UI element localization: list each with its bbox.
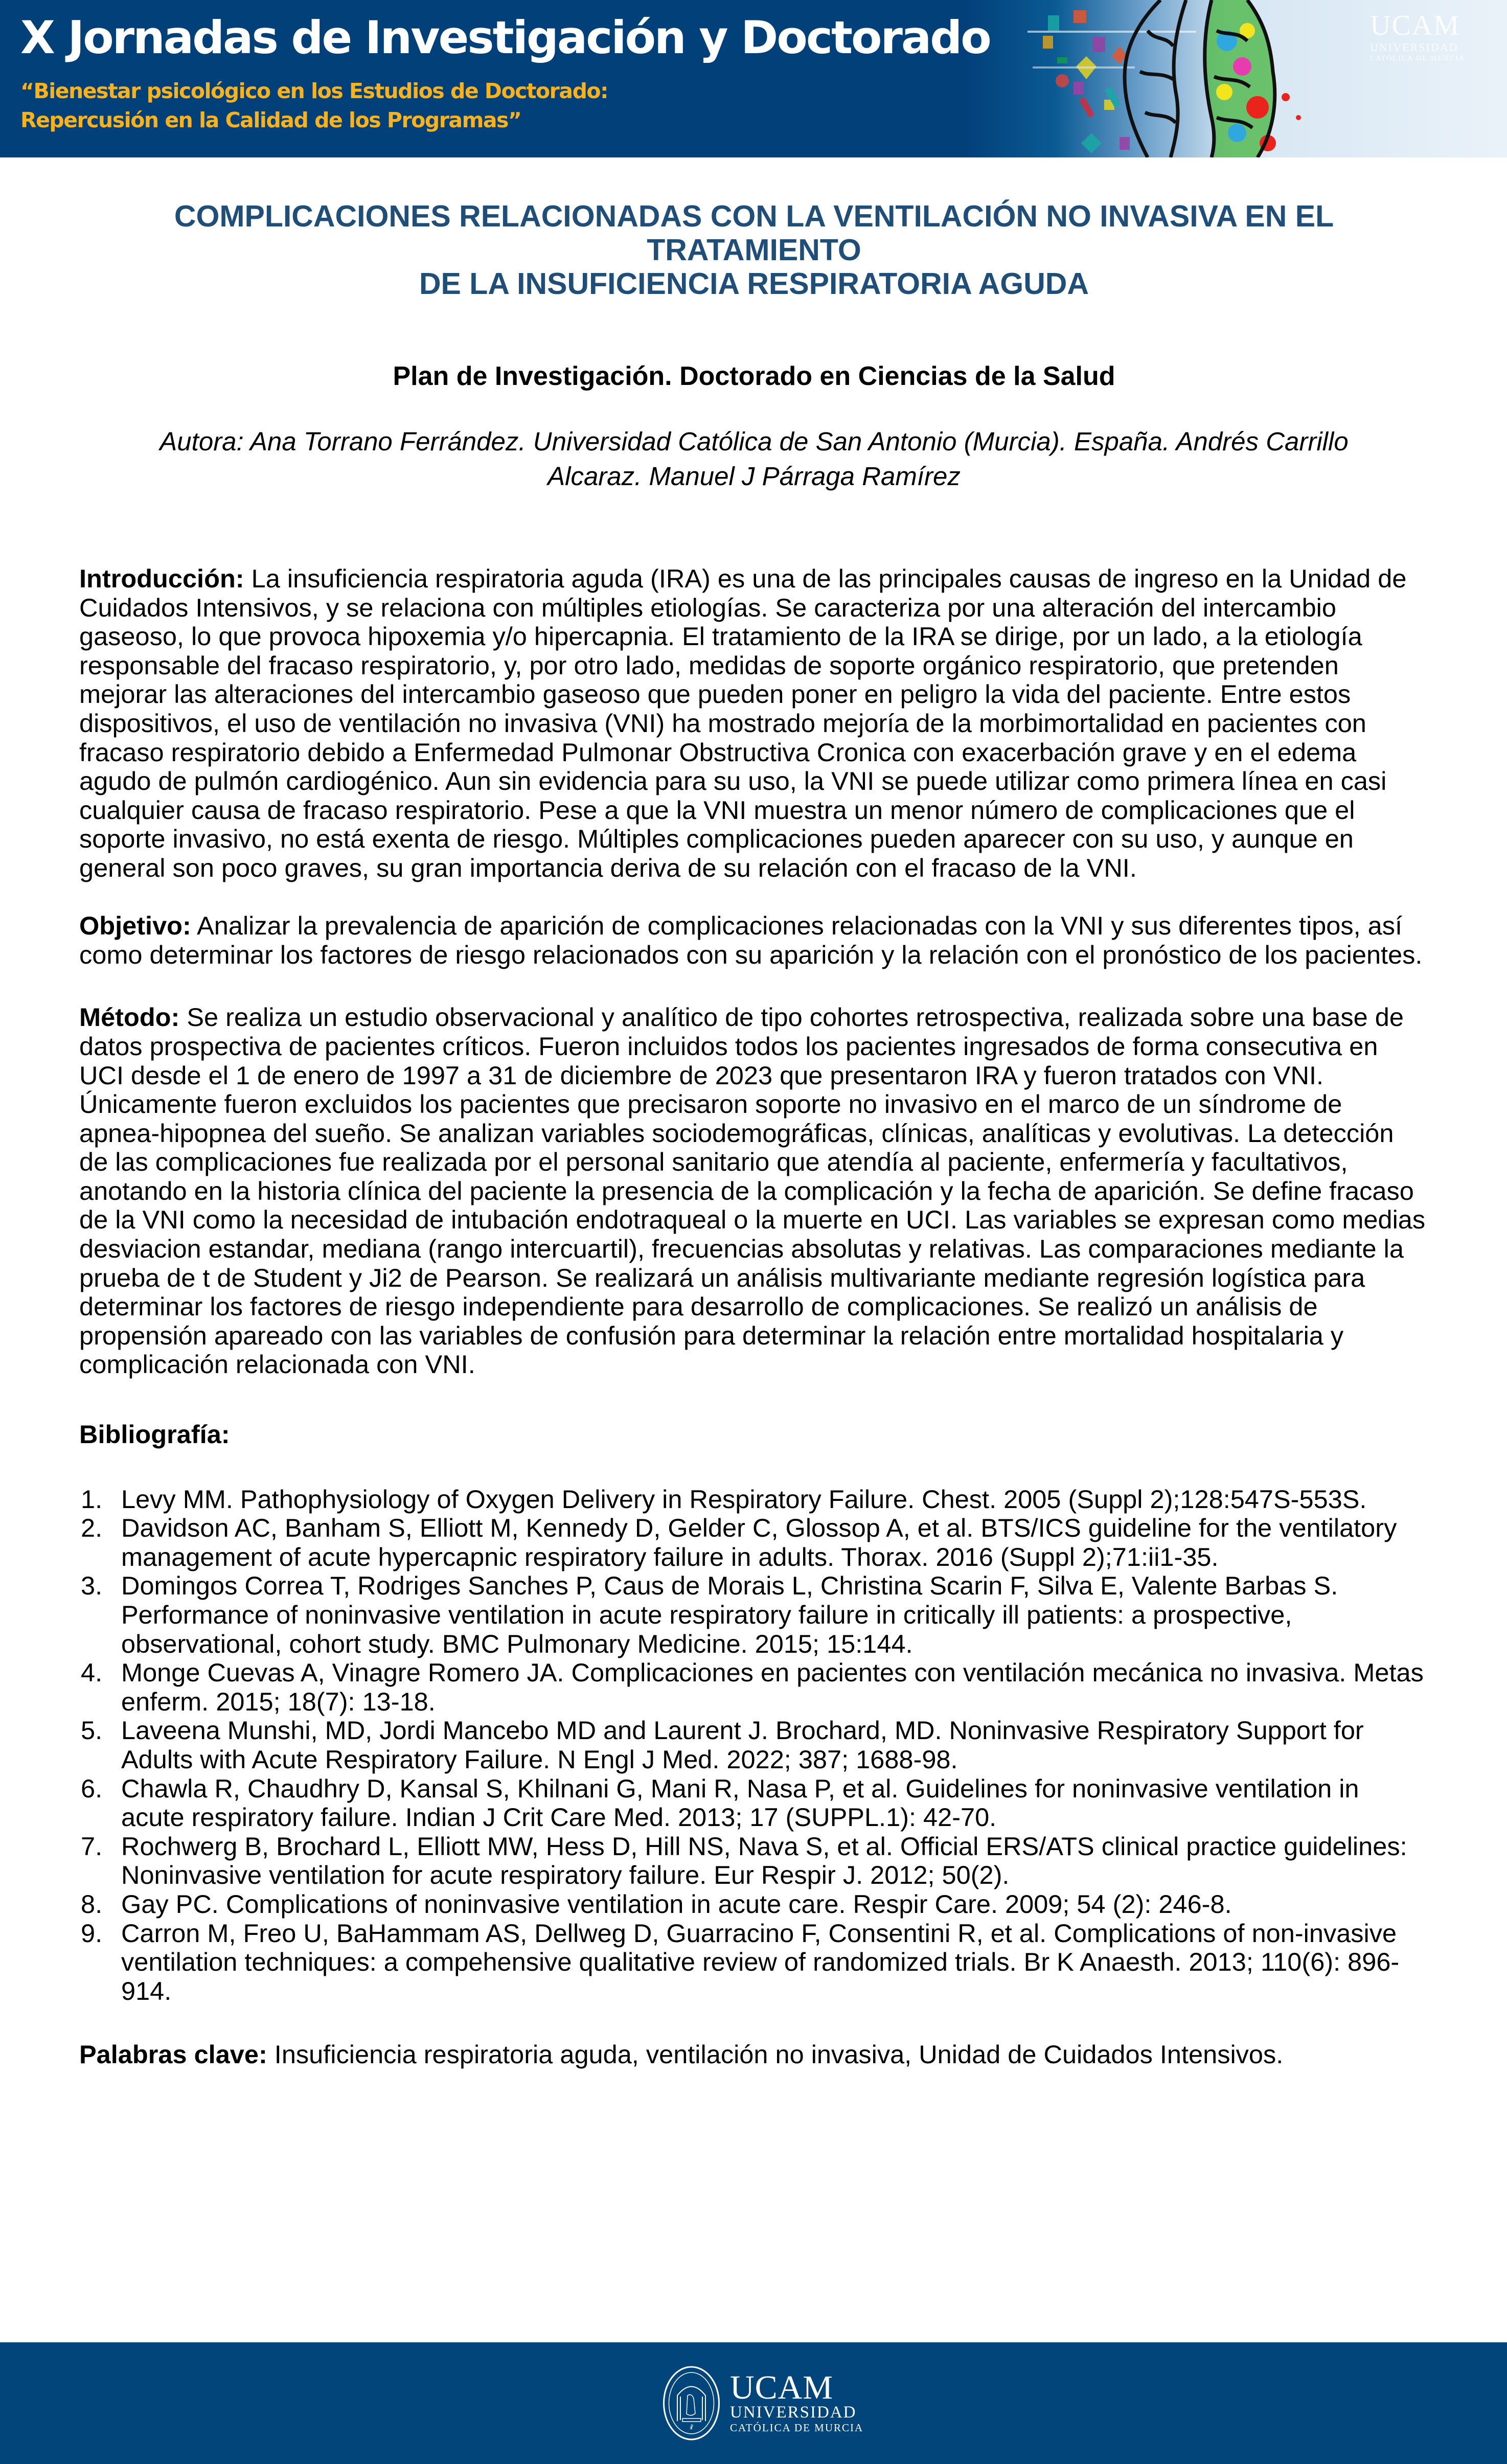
bibliography-item-number: 1. xyxy=(81,1484,103,1514)
bibliography-item-number: 7. xyxy=(81,1831,103,1861)
header-banner xyxy=(0,0,1507,157)
method-text: Se realiza un estudio observacional y analítico de tipo cohortes retrospectiva, realizada sobre una base de datos prospectiva de pacientes críticos. Fueron incluidos todos los pacientes ingresados de forma consecutiva en UCI desde el 1 de enero de 1997 a 31 de diciembre de 2023 que presentaron IRA y fueron tratados con VNI. Únicamente fueron excluidos los pacientes que precisaron soporte no invasivo en el marco de un síndrome de apnea-hipopnea del sueño. Se analizan variables sociodemográficas, clínicas, analíticas y evolutivas. La detección de las complicaciones fue realizada por el personal sanitario que atendía al paciente, enfermería y facultativos, anotando en la historia clínica del paciente la presencia de la complicación y la fecha de aparición. Se define fracaso de la VNI como la necesidad de intubación endotraqueal o la muerte en UCI. Las variables se expresan como medias desviacion estandar, mediana (rango intercuartil), frecuencias absolutas y relativas. Las comparaciones mediante la prueba de t de Student y Ji2 de Pearson. Se realizará un análisis multivariante mediante regresión logística para determinar los factores de riesgo independiente para desarrollo de complicaciones. Se realizó un análisis de propensión apareado con las variables de confusión para determinar la relación entre mortalidad hospitalaria y complicación relacionada con VNI. xyxy=(79,1002,1426,1379)
introduction-text: La insuficiencia respiratoria aguda (IRA) es una de las principales causas de ingreso en la Unidad de Cuidados Intensivos, y se relaciona con múltiples etiologías. Se caracteriza por una alteración del intercambio gaseoso, lo que provoca hipoxemia y/o hipercapnia. El tratamiento de la IRA se dirige, por un lado, a la etiología responsable del fracaso respiratorio, y, por otro lado, medidas de soporte orgánico respiratorio, que pretenden mejorar las alteraciones del intercambio gaseoso que pueden poner en peligro la vida del paciente. Entre estos dispositivos, el uso de ventilación no invasiva (VNI) ha mostrado mejoría de la morbimortalidad en pacientes con fracaso respiratorio debido a Enfermedad Pulmonar Obstructiva Cronica con exacerbación grave y en el edema agudo de pulmón cardiogénico. Aun sin evidencia para su uso, la VNI se puede utilizar como primera línea en casi cualquier causa de fracaso respiratorio. Pese a que la VNI muestra un menor número de complicaciones que el soporte invasivo, no está exenta de riesgo. Múltiples complicaciones pueden aparecer con su uso, y aunque en general son poco graves, su gran importancia deriva de su relación con el fracaso de la VNI. xyxy=(79,564,1407,882)
objective-section xyxy=(79,911,1429,969)
bibliography-item xyxy=(79,1514,1429,1571)
event-subtitle xyxy=(20,77,608,135)
keywords-text: Insuficiencia respiratoria aguda, ventilación no invasiva, Unidad de Cuidados Intensivos. xyxy=(267,2040,1284,2069)
bibliography-list xyxy=(79,1485,1429,2006)
bibliography-item xyxy=(79,1716,1429,1774)
bibliography-item-text: Levy MM. Pathophysiology of Oxygen Delivery in Respiratory Failure. Chest. 2005 (Suppl 2);128:547S-553S. xyxy=(121,1484,1367,1514)
authors xyxy=(79,424,1429,494)
bibliography-item-text: Gay PC. Complications of noninvasive ventilation in acute care. Respir Care. 2009; 54 (2): 246-8. xyxy=(121,1889,1232,1919)
bibliography-item-text: Domingos Correa T, Rodriges Sanches P, Caus de Morais L, Christina Scarin F, Silva E, Valente Barbas S. Performance of noninvasive ventilation in acute respiratory failure in critically ill patients: a prospective, observational, cohort study. BMC Pulmonary Medicine. 2015; 15:144. xyxy=(121,1571,1338,1658)
bibliography-item xyxy=(79,1919,1429,2006)
bibliography-item xyxy=(79,1658,1429,1716)
bibliography-item-text: Davidson AC, Banham S, Elliott M, Kennedy D, Gelder C, Glossop A, et al. BTS/ICS guideline for the ventilatory management of acute hypercapnic respiratory failure in adults. Thorax. 2016 (Suppl 2);71:ii1-35. xyxy=(121,1513,1397,1571)
introduction-section xyxy=(79,564,1429,883)
bibliography-item-text: Carron M, Freo U, BaHammam AS, Dellweg D, Guarracino F, Consentini R, et al. Complications of non-invasive ventilation techniques: a compehensive qualitative review of randomized trials. Br K Anaesth. 2013; 110(6): 896-914. xyxy=(121,1918,1400,2005)
bibliography-item-number: 2. xyxy=(81,1513,103,1543)
bibliography-item xyxy=(79,1571,1429,1658)
footer-ucam-logo xyxy=(662,2365,863,2442)
bibliography-item xyxy=(79,1774,1429,1832)
keywords-section xyxy=(79,2040,1429,2069)
bibliography-item-text: Monge Cuevas A, Vinagre Romero JA. Complicaciones en pacientes con ventilación mecánica no invasiva. Metas enferm. 2015; 18(7): 13-18. xyxy=(121,1658,1424,1716)
document-title xyxy=(79,199,1429,301)
objective-label: Objetivo: xyxy=(79,911,191,941)
svg-text:☧: ☧ xyxy=(689,2425,694,2431)
bibliography-item-number: 8. xyxy=(81,1889,103,1919)
bibliography-item xyxy=(79,1832,1429,1890)
document-title-line-2: DE LA INSUFICIENCIA RESPIRATORIA AGUDA xyxy=(419,267,1089,301)
poster-content xyxy=(79,199,1429,2069)
authors-line-1: Autora: Ana Torrano Ferrández. Universidad Católica de San Antonio (Murcia). España. Andrés Carrillo xyxy=(159,427,1349,456)
university-seal-icon xyxy=(662,2365,721,2442)
bibliography-item-text: Laveena Munshi, MD, Jordi Mancebo MD and Laurent J. Brochard, MD. Noninvasive Respiratory Support for Adults with Acute Respiratory Failure. N Engl J Med. 2022; 387; 1688-98. xyxy=(121,1716,1364,1774)
bibliography-item-number: 5. xyxy=(81,1716,103,1745)
bibliography-item-number: 6. xyxy=(81,1773,103,1803)
bibliography-item-text: Chawla R, Chaudhry D, Kansal S, Khilnani G, Mani R, Nasa P, et al. Guidelines for noninvasive ventilation in acute respiratory failure. Indian J Crit Care Med. 2013; 17 (SUPPL.1): 42-70. xyxy=(121,1773,1359,1832)
event-subtitle-line-1: “Bienestar psicológico en los Estudios de Doctorado: xyxy=(20,79,608,103)
footer-brand-line-2: CATÓLICA DE MURCIA xyxy=(730,2422,864,2434)
bibliography-item-number: 3. xyxy=(81,1571,103,1601)
footer-banner xyxy=(0,2342,1507,2464)
bibliography-item xyxy=(79,1890,1429,1919)
document-title-line-1: COMPLICACIONES RELACIONADAS CON LA VENTILACIÓN NO INVASIVA EN EL TRATAMIENTO xyxy=(174,199,1334,267)
bibliography-item xyxy=(79,1485,1429,1514)
introduction-label: Introducción: xyxy=(79,564,244,593)
method-label: Método: xyxy=(79,1002,180,1032)
authors-line-2: Alcaraz. Manuel J Párraga Ramírez xyxy=(547,462,961,491)
footer-brand-line-1: UNIVERSIDAD xyxy=(730,2403,857,2422)
objective-text: Analizar la prevalencia de aparición de complicaciones relacionadas con la VNI y sus diferentes tipos, así como determinar los factores de riesgo relacionados con su aparición y la relación con el pronóstico de los pacientes. xyxy=(79,911,1423,969)
keywords-label: Palabras clave: xyxy=(79,2040,267,2069)
event-title: X Jornadas de Investigación y Doctorado xyxy=(20,11,990,64)
bibliography-item-number: 4. xyxy=(81,1658,103,1687)
program-subtitle: Plan de Investigación. Doctorado en Ciencias de la Salud xyxy=(393,361,1115,391)
bibliography-item-text: Rochwerg B, Brochard L, Elliott MW, Hess D, Hill NS, Nava S, et al. Official ERS/ATS clinical practice guidelines: Noninvasive ventilation for acute respiratory failure. Eur Respir J. 2012; 50(2). xyxy=(121,1831,1407,1890)
method-section xyxy=(79,1003,1429,1379)
footer-brand-text xyxy=(730,2369,864,2434)
event-subtitle-line-2: Repercusión en la Calidad de los Programas” xyxy=(20,108,521,132)
bibliography-heading: Bibliografía: xyxy=(79,1420,230,1449)
bibliography-item-number: 9. xyxy=(81,1918,103,1948)
header-ucam-logo: UCAM UNIVERSIDAD CATÓLICA DE MURCIA xyxy=(1370,10,1466,62)
footer-brand-name: UCAM xyxy=(730,2369,834,2406)
